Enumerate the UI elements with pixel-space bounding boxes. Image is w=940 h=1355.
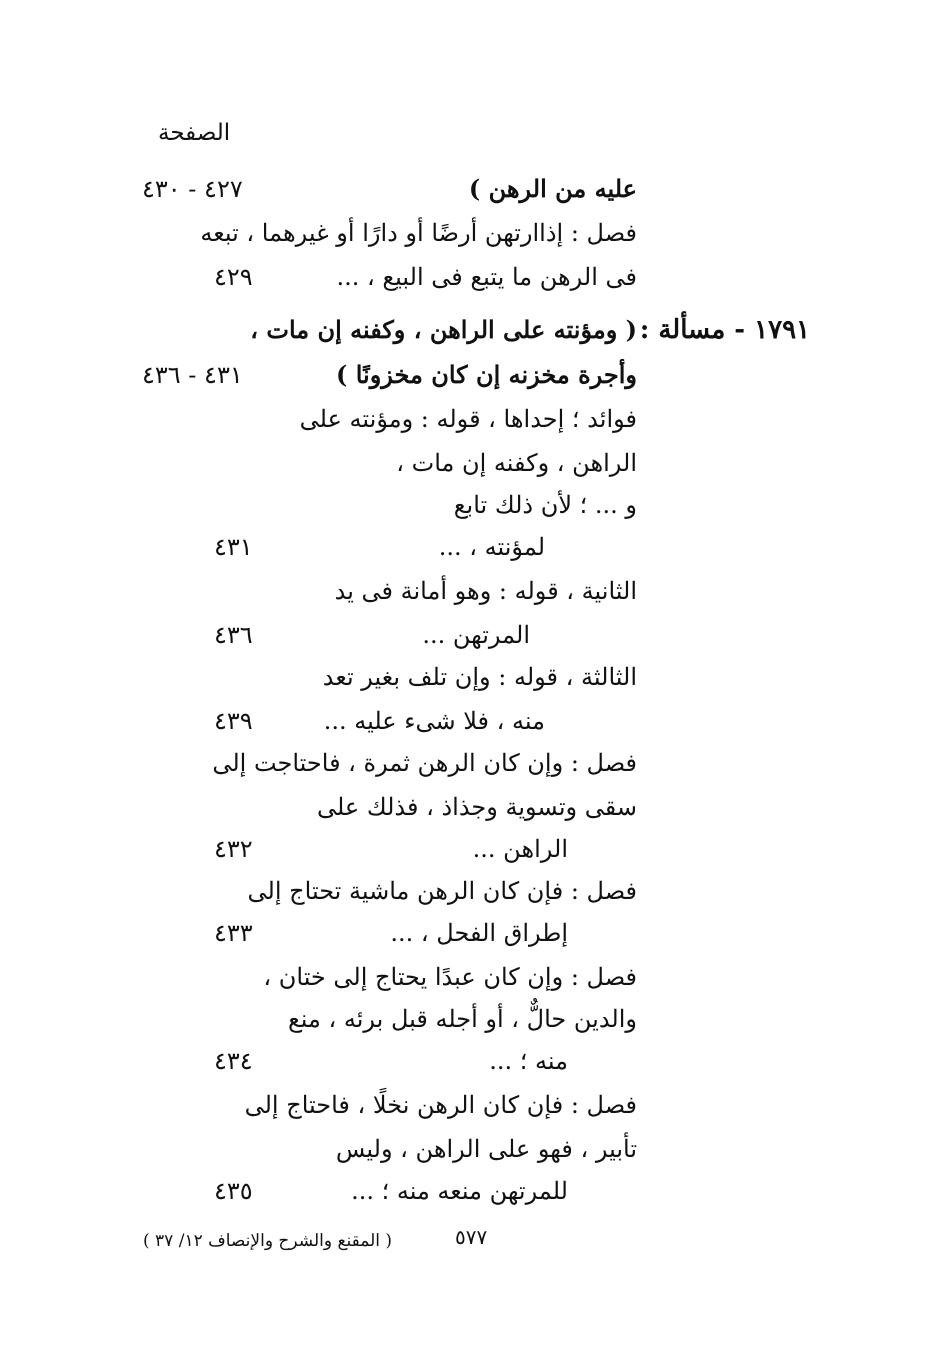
entry-pages: ٤٣٣ [214, 919, 253, 947]
entry-text: عليه من الرهن ) [468, 174, 637, 203]
entry-text: تأبير ، فهو على الراهن ، وليس [335, 1135, 637, 1163]
entry-text: فصل : وإن كان الرهن ثمرة ، فاحتاجت إلى [212, 749, 637, 777]
entry-pages: ٤٣٤ [214, 1047, 253, 1075]
entry-pages: ٤٣١ - ٤٣٦ [142, 361, 243, 389]
entry-text: للمرتهن منعه منه ؛ ... [351, 1177, 568, 1205]
entry-text: منه ؛ ... [489, 1047, 568, 1075]
entry-text: وأجرة مخزنه إن كان مخزونًا ) [335, 360, 637, 389]
entry-text: لمؤنته ، ... [438, 533, 545, 561]
entry-text: فصل : وإن كان عبدًا يحتاج إلى ختان ، [263, 963, 637, 991]
entry-text: إطراق الفحل ، ... [390, 919, 568, 947]
page-number: ٥٧٧ [455, 1225, 488, 1249]
entry-pages: ٤٣٢ [214, 835, 253, 863]
entry-text: فصل : إذاارتهن أرضًا أو دارًا أو غيرهما ، تبعه [200, 219, 637, 247]
entry-text: الثانية ، قوله : وهو أمانة فى يد [334, 577, 637, 605]
entry-pages: ٤٣٦ [214, 621, 253, 649]
entry-text: فصل : فإن كان الرهن ماشية تحتاج إلى [247, 877, 637, 905]
entry-pages: ٤٢٧ - ٤٣٠ [142, 175, 243, 203]
masala-label: ١٧٩١ - مسألة : [639, 315, 810, 345]
entry-text: الراهن ، وكفنه إن مات ، [396, 449, 637, 477]
entry-pages: ٤٢٩ [214, 263, 253, 291]
entry-pages: ٤٣١ [214, 533, 253, 561]
entry-text: ( ومؤنته على الراهن ، وكفنه إن مات ، [250, 315, 637, 344]
entry-text: فصل : فإن كان الرهن نخلًا ، فاحتاج إلى [244, 1091, 637, 1119]
entry-text: فى الرهن ما يتبع فى البيع ، ... [336, 263, 637, 291]
entry-pages: ٤٣٥ [214, 1177, 253, 1205]
entry-text: و ... ؛ لأن ذلك تابع [453, 491, 637, 519]
book-reference: ( المقنع والشرح والإنصاف ١٢/ ٣٧ ) [143, 1231, 393, 1251]
column-header: الصفحة [158, 120, 231, 146]
entry-text: الثالثة ، قوله : وإن تلف بغير تعد [322, 663, 637, 691]
entry-text: فوائد ؛ إحداها ، قوله : ومؤنته على [299, 405, 637, 433]
entry-text: والدين حالٌّ ، أو أجله قبل برئه ، منع [287, 1005, 637, 1033]
entry-text: المرتهن ... [422, 621, 530, 649]
entry-text: الراهن ... [472, 835, 568, 863]
entry-text: منه ، فلا شىء عليه ... [323, 707, 545, 735]
entry-text: سقى وتسوية وجذاذ ، فذلك على [316, 793, 637, 821]
entry-pages: ٤٣٩ [214, 707, 253, 735]
